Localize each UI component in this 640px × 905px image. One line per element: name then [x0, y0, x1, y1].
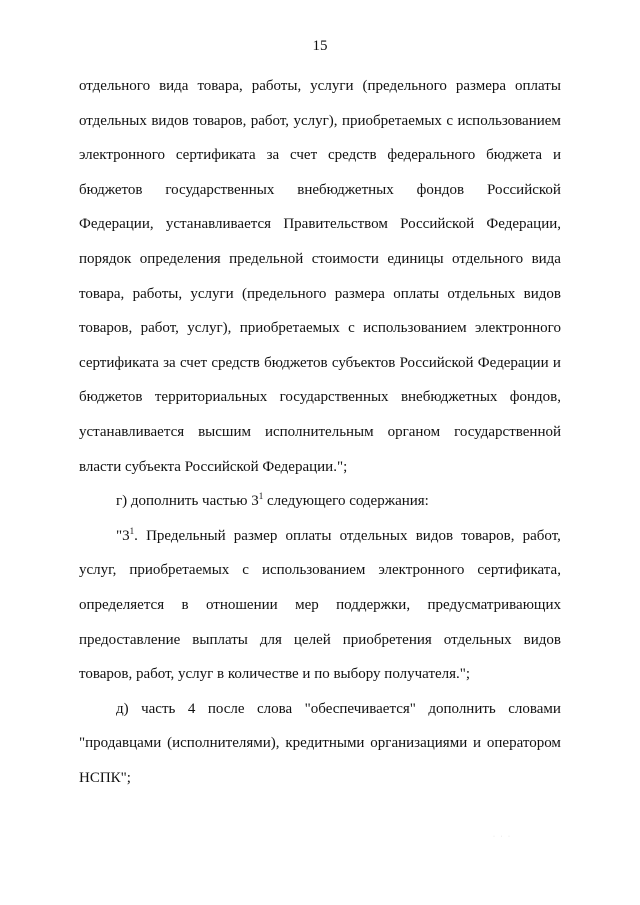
word: отдельных: [339, 527, 408, 544]
word: сертификата,: [477, 562, 561, 579]
word: предусматривающих: [427, 596, 561, 613]
word: организациями: [370, 735, 468, 752]
word: государственных: [165, 181, 275, 198]
word: работ,: [250, 112, 290, 129]
text-line: [79, 626, 561, 661]
word: определяется: [79, 596, 165, 613]
word: устанавливается: [79, 423, 185, 440]
word: приобретаемых: [129, 562, 230, 579]
word: и: [552, 147, 561, 164]
word: выплаты: [192, 631, 248, 648]
word: устанавливается: [165, 216, 272, 233]
word: Российской: [487, 181, 561, 198]
text-line: [79, 107, 561, 142]
word: оплаты: [515, 78, 561, 94]
word: для: [259, 631, 282, 648]
word: Федерации,: [79, 216, 154, 233]
word: работ,: [522, 527, 561, 544]
word: слова: [256, 700, 293, 717]
word: фондов,: [509, 389, 561, 406]
word: бюджетов: [264, 354, 328, 371]
text-line: [79, 522, 561, 557]
word: электронного: [474, 320, 561, 337]
word: товаров,: [461, 527, 515, 544]
word: отдельного: [79, 78, 151, 94]
subparagraph-g-heading: [79, 487, 561, 522]
word: внебюджетных: [400, 389, 498, 406]
word: после: [207, 700, 245, 717]
word: государственной: [454, 423, 561, 440]
superscript: 1: [129, 525, 135, 536]
word: с: [348, 320, 355, 337]
word: товаров,: [79, 320, 133, 337]
word: порядок: [79, 250, 132, 267]
word: [116, 522, 138, 557]
word: товаров,: [193, 112, 247, 129]
text-fragment: "3: [116, 527, 130, 544]
word: дополнить: [428, 700, 496, 717]
scan-artifact: · · ·: [493, 834, 512, 840]
word: с: [242, 562, 249, 579]
word: органом: [387, 423, 441, 440]
word: работы,: [251, 78, 302, 94]
word: отдельного: [452, 250, 524, 267]
word: сертификата: [175, 147, 256, 164]
word: бюджета: [486, 147, 543, 164]
word: вида: [159, 78, 189, 94]
word: целей: [293, 631, 331, 648]
word: отдельных: [79, 112, 147, 129]
word: размера: [334, 285, 385, 302]
text-line: [79, 210, 561, 245]
text-line: [79, 141, 561, 176]
word: внебюджетных: [297, 181, 394, 198]
word: часть: [141, 700, 176, 717]
word: стоимости: [311, 250, 379, 267]
word: за: [163, 354, 176, 371]
text-line: [79, 556, 561, 591]
word: видов: [415, 527, 454, 544]
word: Федерации: [477, 354, 549, 371]
text-line: [79, 418, 561, 453]
word: государственных: [279, 389, 389, 406]
word: средств: [328, 147, 377, 164]
word: размер: [233, 527, 278, 544]
word: бюджетов: [79, 181, 143, 198]
word: Российской: [400, 216, 475, 233]
text-line: [79, 591, 561, 626]
word: вида: [531, 250, 561, 267]
text-line-last: власти субъекта Российской Федерации.";: [79, 458, 348, 475]
word: сертификата: [79, 354, 159, 371]
word: поддержки,: [336, 596, 411, 613]
text-fragment: следующего содержания:: [263, 493, 429, 510]
word: Предельный: [146, 527, 226, 544]
word: бюджетов: [79, 389, 143, 406]
word: кредитными: [285, 735, 365, 752]
text-fragment: .: [134, 527, 138, 544]
word: федерального: [387, 147, 476, 164]
word: счет: [290, 147, 318, 164]
word: предоставление: [79, 631, 181, 648]
text-line: [79, 349, 561, 384]
word: 4: [187, 700, 196, 717]
text-line: [79, 72, 561, 107]
word: товара,: [79, 285, 125, 302]
word: средств: [211, 354, 260, 371]
text-line: [79, 314, 561, 349]
word: приобретения: [342, 631, 432, 648]
word: видов: [523, 631, 561, 648]
word: видов: [151, 112, 189, 129]
word: высшим: [198, 423, 251, 440]
word: приобретаемых: [341, 112, 442, 129]
word: использованием: [457, 112, 561, 129]
word: оплаты: [285, 527, 332, 544]
word: определения: [139, 250, 221, 267]
word: мер: [295, 596, 319, 613]
word: отдельных: [443, 631, 512, 648]
word: счет: [179, 354, 208, 371]
text-line: [79, 245, 561, 280]
word: субъектов: [331, 354, 396, 371]
word: отдельных: [447, 285, 516, 302]
word: исполнительным: [264, 423, 374, 440]
word: услуг),: [293, 112, 338, 129]
word: услуги: [190, 285, 234, 302]
word: услуг,: [79, 562, 117, 579]
word: Российской: [399, 354, 474, 371]
word: приобретаемых: [239, 320, 340, 337]
superscript: 1: [258, 491, 264, 502]
word: отношении: [206, 596, 278, 613]
word: (исполнителями),: [167, 735, 280, 752]
word: и: [473, 735, 482, 752]
word: и: [552, 354, 561, 371]
word: (предельного: [362, 78, 447, 94]
word: д): [116, 700, 129, 717]
text-fragment: г) дополнить частью 3: [116, 493, 259, 510]
word: словами: [508, 700, 561, 717]
word: услуги: [310, 78, 354, 94]
word: Федерации,: [486, 216, 561, 233]
page-number: 15: [312, 38, 328, 54]
word: Правительством: [283, 216, 388, 233]
text-line: [79, 695, 561, 730]
word: единицы: [387, 250, 444, 267]
text-line-last: товаров, работ, услуг в количестве и по выбору получателя.";: [79, 666, 471, 683]
word: товара,: [197, 78, 243, 94]
word: оператором: [486, 735, 561, 752]
word: работ,: [140, 320, 179, 337]
word: за: [266, 147, 280, 164]
word: "обеспечивается": [304, 700, 416, 717]
word: использованием: [261, 562, 366, 579]
word: размера: [455, 78, 507, 94]
text-line-last: НСПК";: [79, 769, 131, 786]
word: предельной: [229, 250, 304, 267]
text-line: [79, 729, 561, 764]
word: "продавцами: [79, 735, 162, 752]
word: использованием: [363, 320, 467, 337]
word: оплаты: [393, 285, 440, 302]
word: в: [181, 596, 189, 613]
word: услуг),: [187, 320, 232, 337]
word: (предельного: [242, 285, 327, 302]
word: с: [446, 112, 454, 129]
word: фондов: [416, 181, 465, 198]
word: электронного: [79, 147, 165, 164]
document-body: [79, 72, 561, 798]
text-line: [79, 280, 561, 315]
word: работы,: [132, 285, 183, 302]
word: электронного: [378, 562, 465, 579]
word: территориальных: [154, 389, 268, 406]
word: видов: [523, 285, 561, 302]
text-line: [79, 383, 561, 418]
text-line: [79, 176, 561, 211]
